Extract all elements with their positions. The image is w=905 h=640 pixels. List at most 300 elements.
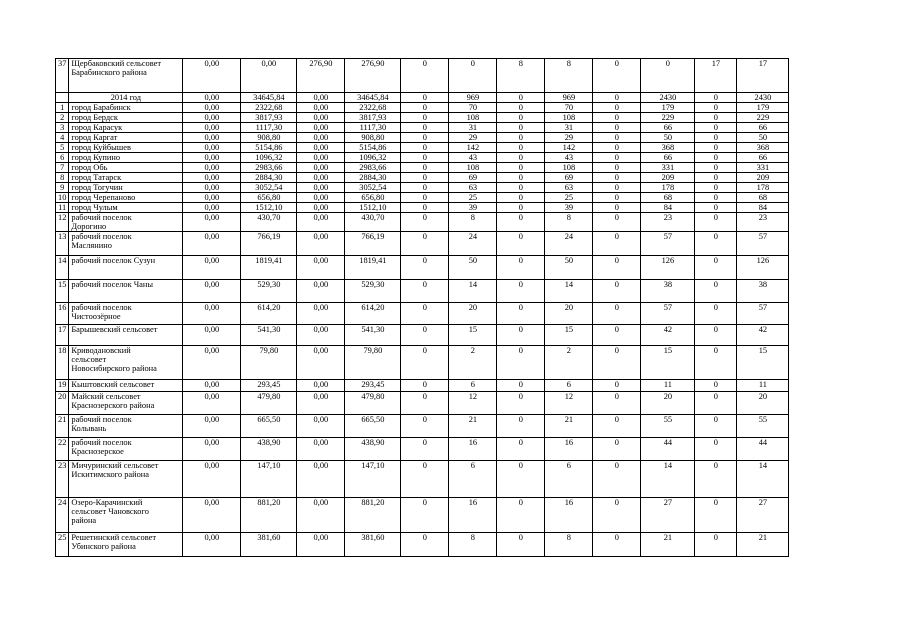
value-cell: 293,45	[241, 380, 297, 392]
value-cell: 11	[641, 380, 695, 392]
value-cell: 665,50	[241, 415, 297, 438]
value-cell: 0	[593, 123, 641, 133]
value-cell: 24	[545, 232, 593, 256]
settlement-name-line: сельсовет Чановского	[71, 507, 149, 516]
value-cell: 38	[641, 280, 695, 303]
value-cell: 229	[641, 113, 695, 123]
value-cell: 0	[497, 392, 545, 415]
value-cell: 0	[593, 256, 641, 280]
value-cell: 147,10	[241, 461, 297, 498]
value-cell: 0	[593, 280, 641, 303]
value-cell: 0,00	[297, 256, 345, 280]
table-row	[56, 303, 789, 325]
value-cell: 0	[695, 461, 737, 498]
value-cell: 3052,54	[345, 183, 401, 193]
table-row	[56, 103, 789, 113]
value-cell: 0,00	[297, 123, 345, 133]
value-cell: 50	[545, 256, 593, 280]
value-cell: 0	[497, 256, 545, 280]
value-cell: 57	[737, 232, 789, 256]
row-index-cell: 20	[56, 392, 69, 415]
settlement-name-line: Барабинского района	[71, 68, 147, 77]
settlement-name-line: Барышевский сельсовет	[71, 325, 158, 334]
value-cell: 2430	[641, 93, 695, 103]
table-row	[56, 533, 789, 557]
value-cell: 42	[641, 325, 695, 346]
value-cell: 16	[449, 438, 497, 461]
value-cell: 14	[737, 461, 789, 498]
value-cell: 0,00	[183, 183, 241, 193]
value-cell: 1819,41	[345, 256, 401, 280]
value-cell: 0,00	[183, 123, 241, 133]
value-cell: 766,19	[241, 232, 297, 256]
value-cell: 0,00	[297, 193, 345, 203]
row-index-cell: 37	[56, 59, 69, 93]
value-cell: 0	[593, 415, 641, 438]
settlement-name-cell	[69, 153, 183, 163]
value-cell: 0	[593, 173, 641, 183]
value-cell: 1096,32	[345, 153, 401, 163]
value-cell: 23	[737, 213, 789, 232]
value-cell: 0	[401, 143, 449, 153]
value-cell: 0	[401, 498, 449, 533]
table-row	[56, 173, 789, 183]
value-cell: 0,00	[297, 498, 345, 533]
value-cell: 2322,68	[241, 103, 297, 113]
value-cell: 0,00	[297, 280, 345, 303]
value-cell: 0	[593, 461, 641, 498]
value-cell: 0,00	[297, 325, 345, 346]
value-cell: 0	[401, 438, 449, 461]
value-cell: 0,00	[183, 415, 241, 438]
value-cell: 614,20	[241, 303, 297, 325]
value-cell: 0	[497, 415, 545, 438]
data-table	[55, 58, 789, 557]
value-cell: 0,00	[183, 113, 241, 123]
value-cell: 766,19	[345, 232, 401, 256]
value-cell: 0	[401, 533, 449, 557]
row-index-cell: 14	[56, 256, 69, 280]
settlement-name-cell	[69, 203, 183, 213]
value-cell: 0	[401, 103, 449, 113]
value-cell: 79,80	[241, 346, 297, 380]
value-cell: 15	[545, 325, 593, 346]
settlement-name-cell	[69, 123, 183, 133]
value-cell: 63	[545, 183, 593, 193]
value-cell: 209	[641, 173, 695, 183]
row-index-cell: 5	[56, 143, 69, 153]
value-cell: 68	[737, 193, 789, 203]
value-cell: 0	[695, 203, 737, 213]
value-cell: 969	[449, 93, 497, 103]
value-cell: 0,00	[183, 232, 241, 256]
value-cell: 70	[545, 103, 593, 113]
value-cell: 0,00	[297, 392, 345, 415]
table-row	[56, 183, 789, 193]
table-row	[56, 415, 789, 438]
settlement-name-cell	[69, 498, 183, 533]
settlement-name-cell	[69, 392, 183, 415]
row-index-cell: 19	[56, 380, 69, 392]
settlement-name-cell	[69, 256, 183, 280]
value-cell: 438,90	[241, 438, 297, 461]
value-cell: 50	[641, 133, 695, 143]
value-cell: 0,00	[297, 415, 345, 438]
value-cell: 0	[695, 232, 737, 256]
value-cell: 0	[401, 59, 449, 93]
settlement-name-line: рабочий поселок Сузун	[71, 256, 156, 265]
value-cell: 0	[401, 203, 449, 213]
settlement-name-cell	[69, 173, 183, 183]
value-cell: 2	[545, 346, 593, 380]
settlement-name-line: Колывань	[71, 424, 107, 433]
value-cell: 34645,84	[345, 93, 401, 103]
value-cell: 8	[497, 59, 545, 93]
value-cell: 0,00	[183, 461, 241, 498]
settlement-name-cell	[69, 415, 183, 438]
value-cell: 0	[593, 183, 641, 193]
value-cell: 16	[545, 498, 593, 533]
settlement-name-line: город Каргат	[71, 133, 118, 142]
value-cell: 0	[401, 133, 449, 143]
value-cell: 0,00	[297, 163, 345, 173]
value-cell: 0	[593, 133, 641, 143]
value-cell: 50	[449, 256, 497, 280]
settlement-name-cell	[69, 325, 183, 346]
value-cell: 0,00	[297, 143, 345, 153]
settlement-name-cell	[69, 232, 183, 256]
value-cell: 0,00	[297, 113, 345, 123]
row-index-cell: 22	[56, 438, 69, 461]
settlement-name-line: рабочий поселок Чаны	[71, 280, 153, 289]
value-cell: 0	[401, 123, 449, 133]
value-cell: 8	[545, 59, 593, 93]
settlement-name-cell	[69, 143, 183, 153]
settlement-name-line: город Черепаново	[71, 193, 136, 202]
table-row	[56, 280, 789, 303]
value-cell: 0	[695, 392, 737, 415]
value-cell: 31	[545, 123, 593, 133]
value-cell: 0,00	[183, 280, 241, 303]
value-cell: 0	[695, 143, 737, 153]
value-cell: 0	[497, 153, 545, 163]
value-cell: 0,00	[297, 232, 345, 256]
year-subtotal-label	[69, 93, 183, 103]
value-cell: 276,90	[345, 59, 401, 93]
value-cell: 0,00	[183, 103, 241, 113]
value-cell: 126	[641, 256, 695, 280]
value-cell: 0	[695, 498, 737, 533]
value-cell: 0	[593, 113, 641, 123]
row-index-cell: 10	[56, 193, 69, 203]
value-cell: 0	[695, 325, 737, 346]
value-cell: 0,00	[183, 392, 241, 415]
value-cell: 229	[737, 113, 789, 123]
value-cell: 0	[593, 303, 641, 325]
value-cell: 14	[449, 280, 497, 303]
settlement-name-line: город Обь	[71, 163, 108, 172]
value-cell: 70	[449, 103, 497, 113]
value-cell: 8	[449, 213, 497, 232]
value-cell: 0,00	[183, 59, 241, 93]
value-cell: 69	[449, 173, 497, 183]
value-cell: 479,80	[241, 392, 297, 415]
row-index-cell: 7	[56, 163, 69, 173]
row-index-cell: 13	[56, 232, 69, 256]
value-cell: 0	[695, 213, 737, 232]
value-cell: 0	[497, 173, 545, 183]
value-cell: 0	[497, 303, 545, 325]
value-cell: 908,80	[345, 133, 401, 143]
table-row	[56, 203, 789, 213]
value-cell: 656,80	[241, 193, 297, 203]
value-cell: 0	[401, 213, 449, 232]
value-cell: 12	[449, 392, 497, 415]
settlement-name-line: 2014 год	[110, 93, 142, 102]
settlement-name-line: Дорогино	[71, 222, 107, 231]
value-cell: 55	[737, 415, 789, 438]
value-cell: 57	[737, 303, 789, 325]
value-cell: 0	[695, 133, 737, 143]
value-cell: 6	[545, 461, 593, 498]
table-row	[56, 392, 789, 415]
value-cell: 0,00	[297, 438, 345, 461]
value-cell: 0	[401, 346, 449, 380]
value-cell: 66	[737, 123, 789, 133]
value-cell: 55	[641, 415, 695, 438]
row-index-cell: 25	[56, 533, 69, 557]
value-cell: 0,00	[241, 59, 297, 93]
row-index-cell: 23	[56, 461, 69, 498]
value-cell: 331	[641, 163, 695, 173]
value-cell: 969	[545, 93, 593, 103]
settlement-name-line: Убинского района	[71, 542, 136, 551]
value-cell: 66	[737, 153, 789, 163]
value-cell: 17	[737, 59, 789, 93]
value-cell: 0	[593, 103, 641, 113]
value-cell: 1512,10	[345, 203, 401, 213]
value-cell: 0	[497, 203, 545, 213]
table-row	[56, 232, 789, 256]
value-cell: 0	[695, 193, 737, 203]
value-cell: 179	[737, 103, 789, 113]
settlement-name-cell	[69, 461, 183, 498]
value-cell: 20	[449, 303, 497, 325]
value-cell: 0	[695, 303, 737, 325]
value-cell: 0,00	[297, 173, 345, 183]
row-index-cell: 16	[56, 303, 69, 325]
value-cell: 0	[401, 415, 449, 438]
settlement-name-cell	[69, 183, 183, 193]
value-cell: 438,90	[345, 438, 401, 461]
settlement-name-cell	[69, 438, 183, 461]
value-cell: 0	[593, 163, 641, 173]
value-cell: 0	[593, 193, 641, 203]
value-cell: 0	[401, 183, 449, 193]
value-cell: 0,00	[183, 438, 241, 461]
value-cell: 2884,30	[345, 173, 401, 183]
settlement-name-cell	[69, 193, 183, 203]
value-cell: 0	[695, 173, 737, 183]
value-cell: 0	[401, 173, 449, 183]
value-cell: 20	[545, 303, 593, 325]
table-row	[56, 133, 789, 143]
value-cell: 0	[497, 438, 545, 461]
value-cell: 0	[593, 392, 641, 415]
row-index-cell: 17	[56, 325, 69, 346]
row-index-cell: 12	[56, 213, 69, 232]
value-cell: 0	[695, 103, 737, 113]
settlement-name-cell	[69, 163, 183, 173]
value-cell: 0,00	[183, 143, 241, 153]
value-cell: 0	[497, 213, 545, 232]
value-cell: 0,00	[183, 533, 241, 557]
settlement-name-line: город Барабинск	[71, 103, 131, 112]
row-index-cell: 3	[56, 123, 69, 133]
settlement-name-cell	[69, 346, 183, 380]
value-cell: 0,00	[183, 256, 241, 280]
value-cell: 0	[593, 93, 641, 103]
value-cell: 541,30	[345, 325, 401, 346]
value-cell: 1512,10	[241, 203, 297, 213]
table-row	[56, 113, 789, 123]
settlement-name-line: рабочий поселок	[71, 415, 132, 424]
value-cell: 0,00	[297, 103, 345, 113]
value-cell: 0	[497, 380, 545, 392]
value-cell: 3817,93	[345, 113, 401, 123]
settlement-name-cell	[69, 303, 183, 325]
value-cell: 2	[449, 346, 497, 380]
value-cell: 8	[449, 533, 497, 557]
table-row	[56, 213, 789, 232]
value-cell: 0	[695, 533, 737, 557]
value-cell: 27	[737, 498, 789, 533]
value-cell: 0	[497, 280, 545, 303]
value-cell: 21	[641, 533, 695, 557]
settlement-name-cell	[69, 213, 183, 232]
settlement-name-cell	[69, 59, 183, 93]
value-cell: 5154,86	[345, 143, 401, 153]
value-cell: 0	[401, 280, 449, 303]
table-row	[56, 380, 789, 392]
value-cell: 0	[497, 346, 545, 380]
value-cell: 0	[401, 392, 449, 415]
table-row	[56, 193, 789, 203]
value-cell: 0	[695, 380, 737, 392]
value-cell: 0	[593, 438, 641, 461]
value-cell: 0,00	[183, 173, 241, 183]
value-cell: 0,00	[183, 303, 241, 325]
value-cell: 0,00	[297, 153, 345, 163]
value-cell: 0,00	[183, 133, 241, 143]
value-cell: 0,00	[183, 163, 241, 173]
settlement-name-line: Решетинский сельсовет	[71, 533, 156, 542]
settlement-name-line: Майский сельсовет	[71, 392, 141, 401]
settlement-name-line: Краснозерское	[71, 447, 124, 456]
value-cell: 0,00	[183, 93, 241, 103]
value-cell: 0	[695, 256, 737, 280]
value-cell: 614,20	[345, 303, 401, 325]
value-cell: 178	[737, 183, 789, 193]
value-cell: 368	[641, 143, 695, 153]
table-row	[56, 325, 789, 346]
value-cell: 39	[545, 203, 593, 213]
value-cell: 0	[401, 303, 449, 325]
value-cell: 66	[641, 153, 695, 163]
table-row	[56, 59, 789, 93]
value-cell: 656,80	[345, 193, 401, 203]
value-cell: 178	[641, 183, 695, 193]
value-cell: 5154,86	[241, 143, 297, 153]
value-cell: 0	[695, 415, 737, 438]
value-cell: 0	[593, 59, 641, 93]
table-row	[56, 256, 789, 280]
value-cell: 11	[737, 380, 789, 392]
value-cell: 14	[545, 280, 593, 303]
value-cell: 0,00	[297, 380, 345, 392]
value-cell: 108	[449, 113, 497, 123]
value-cell: 43	[449, 153, 497, 163]
settlement-name-cell	[69, 533, 183, 557]
value-cell: 63	[449, 183, 497, 193]
value-cell: 0	[401, 380, 449, 392]
settlement-name-cell	[69, 103, 183, 113]
value-cell: 0,00	[183, 153, 241, 163]
value-cell: 0,00	[183, 203, 241, 213]
value-cell: 2884,30	[241, 173, 297, 183]
value-cell: 529,30	[241, 280, 297, 303]
value-cell: 0	[401, 256, 449, 280]
value-cell: 0,00	[297, 133, 345, 143]
value-cell: 31	[449, 123, 497, 133]
value-cell: 142	[545, 143, 593, 153]
value-cell: 57	[641, 303, 695, 325]
value-cell: 108	[545, 113, 593, 123]
value-cell: 0,00	[183, 498, 241, 533]
settlement-name-line: Новосибирского района	[71, 364, 157, 373]
value-cell: 108	[545, 163, 593, 173]
value-cell: 23	[641, 213, 695, 232]
value-cell: 881,20	[241, 498, 297, 533]
settlement-name-line: рабочий поселок	[71, 438, 132, 447]
value-cell: 430,70	[345, 213, 401, 232]
value-cell: 0	[401, 232, 449, 256]
value-cell: 0,00	[297, 213, 345, 232]
table-row	[56, 153, 789, 163]
value-cell: 16	[545, 438, 593, 461]
value-cell: 14	[641, 461, 695, 498]
value-cell: 0	[593, 380, 641, 392]
value-cell: 0	[593, 232, 641, 256]
value-cell: 0	[593, 203, 641, 213]
table-row	[56, 346, 789, 380]
row-index-cell: 2	[56, 113, 69, 123]
row-index-cell: 21	[56, 415, 69, 438]
value-cell: 8	[545, 213, 593, 232]
settlement-name-line: Кыштовский сельсовет	[71, 380, 155, 389]
value-cell: 42	[737, 325, 789, 346]
value-cell: 0	[497, 232, 545, 256]
value-cell: 21	[737, 533, 789, 557]
value-cell: 29	[449, 133, 497, 143]
settlement-name-line: рабочий поселок	[71, 213, 132, 222]
value-cell: 6	[545, 380, 593, 392]
value-cell: 57	[641, 232, 695, 256]
value-cell: 0	[497, 163, 545, 173]
value-cell: 44	[641, 438, 695, 461]
value-cell: 0	[497, 93, 545, 103]
value-cell: 79,80	[345, 346, 401, 380]
